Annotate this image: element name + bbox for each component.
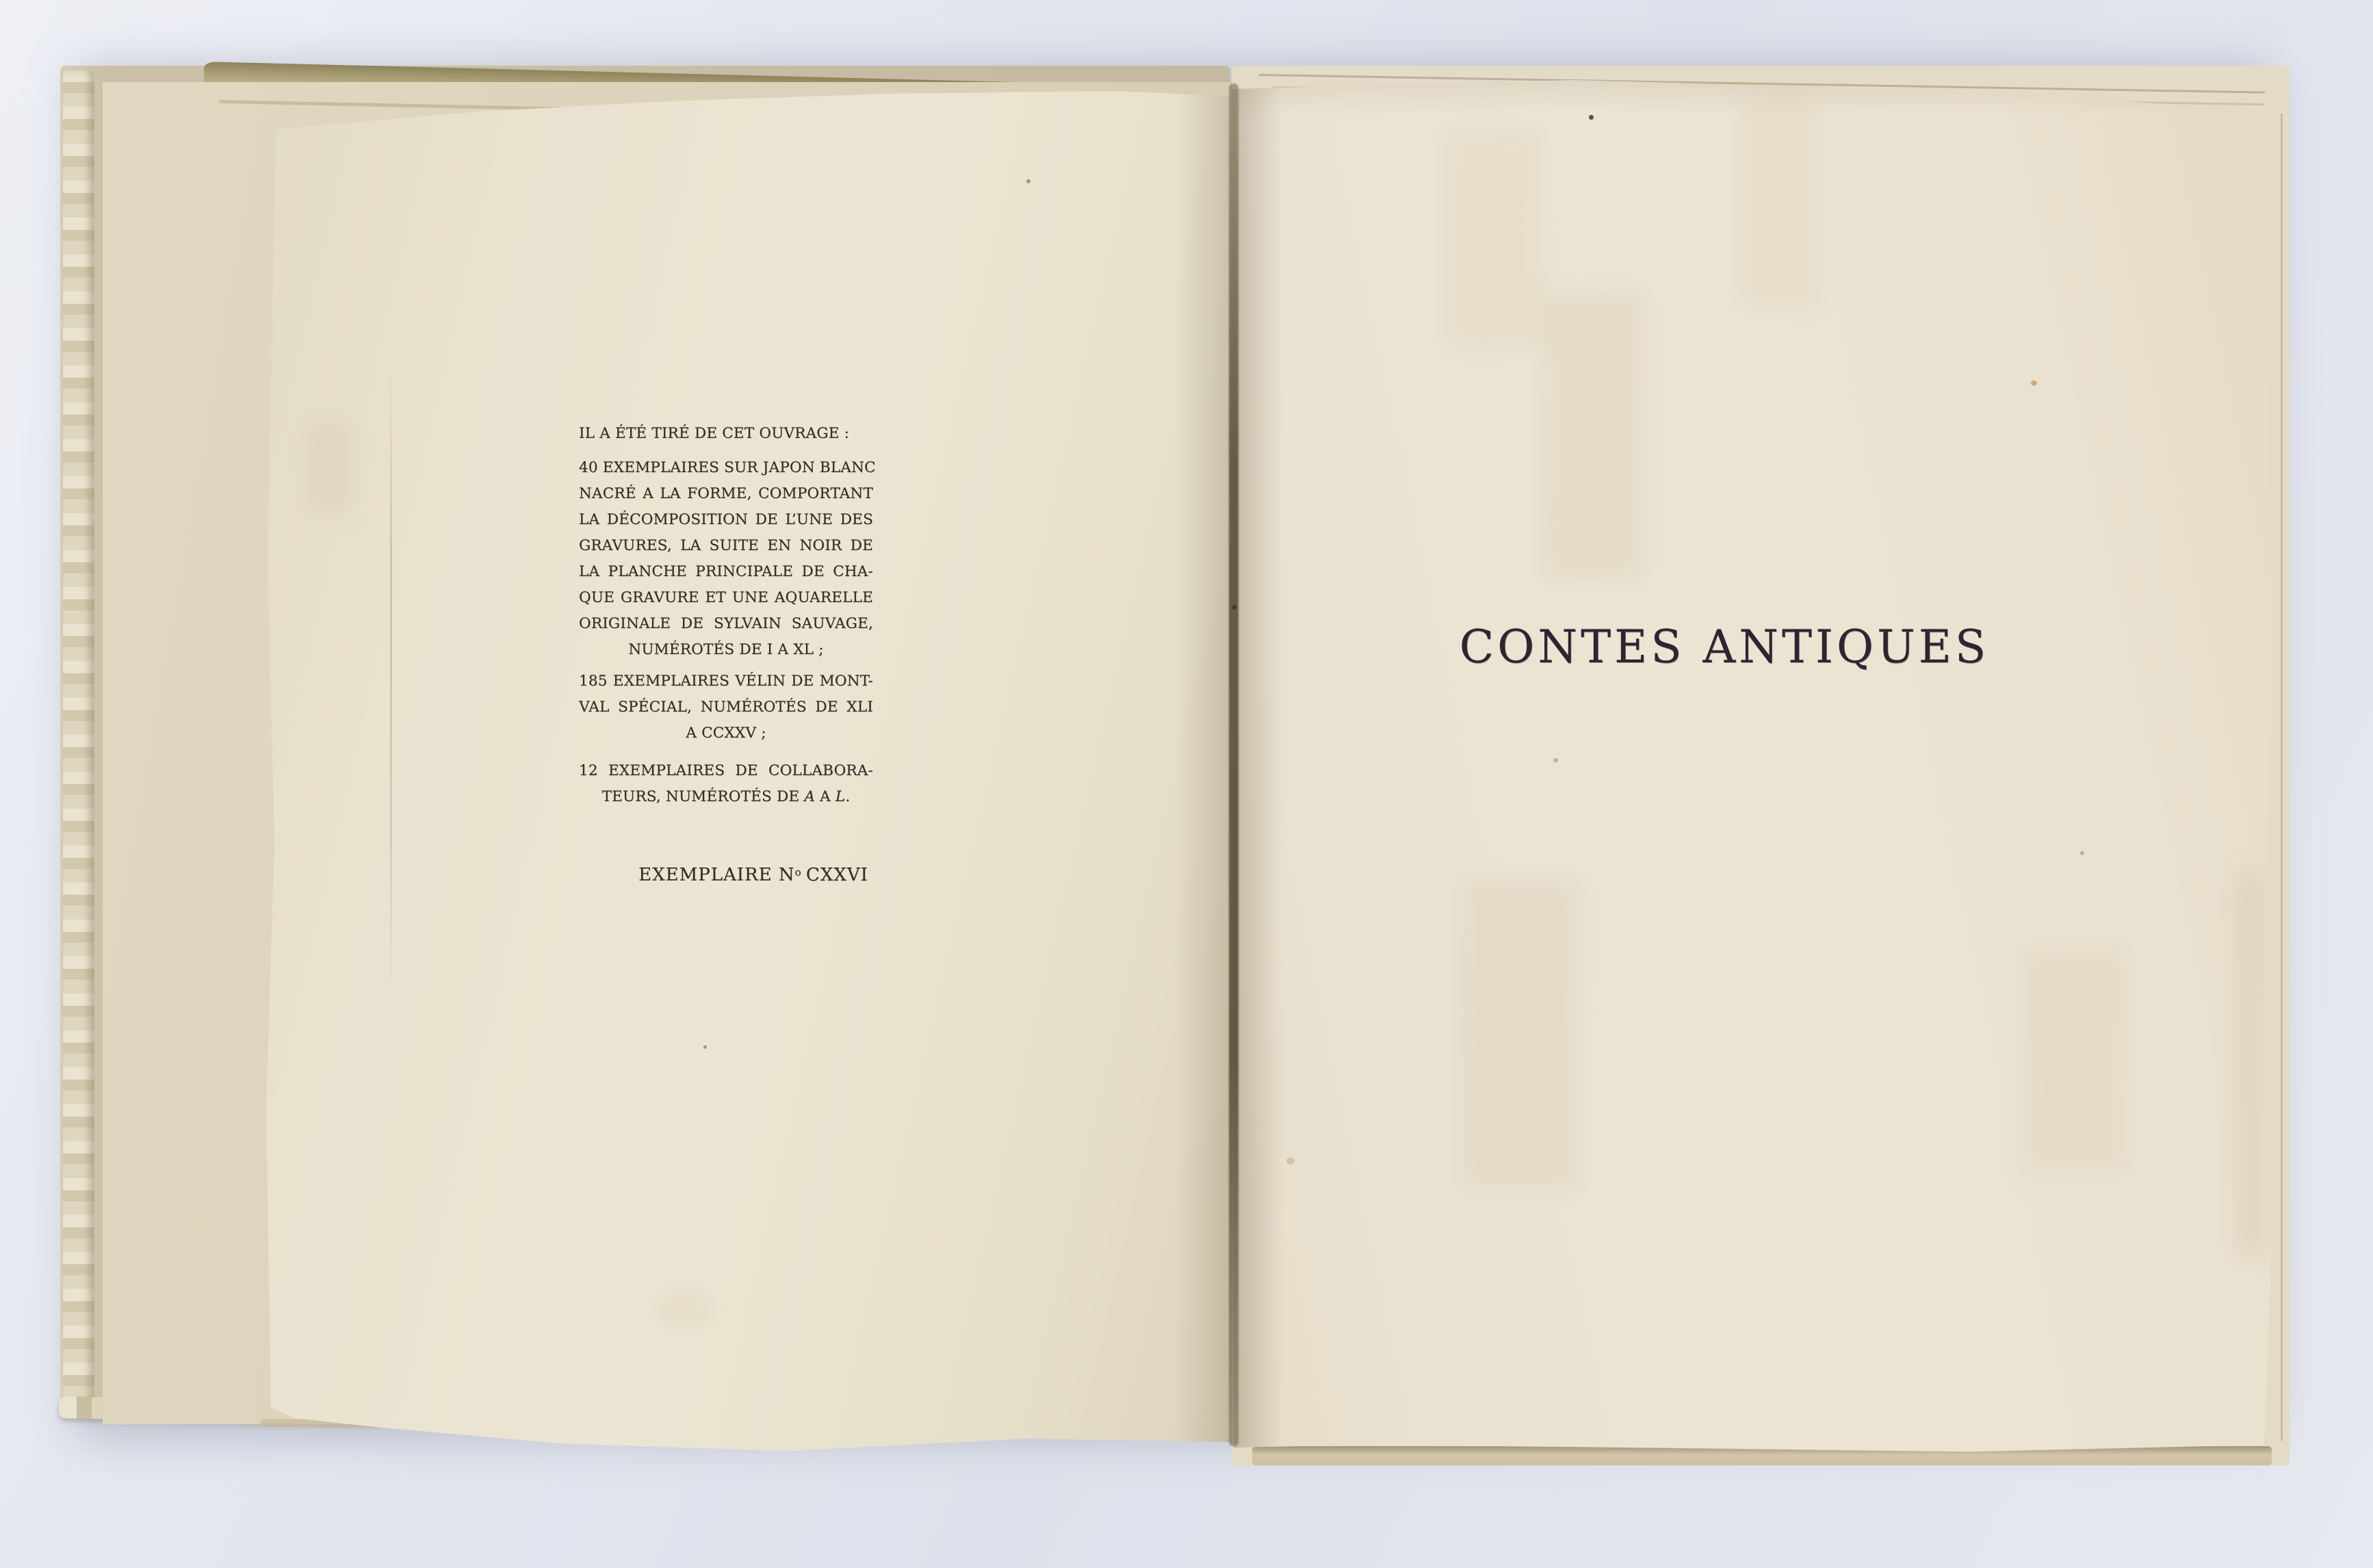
paper-stain bbox=[309, 423, 350, 512]
half-title-text: CONTES ANTIQUES bbox=[1459, 620, 1990, 673]
colophon-paragraph-3 bbox=[579, 758, 873, 810]
ghost-impression bbox=[1462, 880, 1578, 1188]
foxing-spot bbox=[1286, 1158, 1295, 1164]
page-gutter-fold bbox=[1229, 83, 1239, 1446]
foxing-spot bbox=[2080, 851, 2084, 855]
left-page-crease bbox=[390, 369, 392, 999]
ghost-impression bbox=[2235, 873, 2265, 1256]
colophon-line bbox=[579, 784, 873, 810]
right-page-half-title bbox=[1229, 74, 2276, 1463]
ghost-impression bbox=[1544, 291, 1646, 579]
foxing-spot bbox=[1026, 179, 1030, 183]
copy-number-superscript: o bbox=[794, 866, 801, 878]
colophon-line: GRAVURES, LA SUITE EN NOIR DE bbox=[579, 537, 873, 554]
ghost-impression bbox=[1448, 127, 1544, 346]
foxing-spot bbox=[1589, 115, 1594, 120]
ghost-impression bbox=[1742, 100, 1817, 305]
copy-number-label: EXEMPLAIRE N bbox=[638, 864, 795, 885]
copy-number-value: CXXVI bbox=[805, 864, 868, 885]
colophon-line: QUE GRAVURE ET UNE AQUARELLE bbox=[579, 589, 873, 606]
colophon-line-segment: A bbox=[815, 788, 835, 805]
colophon-line: 185 EXEMPLAIRES VÉLIN DE MONT- bbox=[579, 672, 873, 690]
foxing-spot bbox=[2031, 380, 2037, 386]
colophon-line-segment: TEURS, NUMÉROTÉS DE bbox=[601, 788, 805, 805]
colophon-line-segment: . bbox=[845, 788, 851, 805]
colophon-line: 12 EXEMPLAIRES DE COLLABORA- bbox=[579, 762, 873, 779]
colophon-line: 40 EXEMPLAIRES SUR JAPON BLANC bbox=[579, 459, 876, 476]
paper-stain bbox=[662, 1300, 703, 1318]
cover-fore-edge bbox=[63, 70, 94, 1405]
gutter-speck bbox=[1232, 605, 1236, 610]
copy-number-line bbox=[634, 859, 873, 888]
colophon-line: LA PLANCHE PRINCIPALE DE CHA- bbox=[579, 563, 873, 580]
colophon-line: LA DÉCOMPOSITION DE L’UNE DES bbox=[579, 511, 873, 528]
colophon-line: A CCXXV ; bbox=[686, 724, 766, 742]
italic-letter: L bbox=[835, 788, 846, 805]
page-edge-line bbox=[2281, 114, 2283, 1441]
colophon-paragraph-1 bbox=[579, 455, 876, 663]
foxing-spot bbox=[1553, 758, 1558, 763]
colophon-line: NACRÉ A LA FORME, COMPORTANT bbox=[579, 485, 873, 502]
colophon-text-block bbox=[579, 421, 876, 888]
foxing-spot bbox=[703, 1045, 707, 1049]
ghost-impression bbox=[2023, 948, 2125, 1174]
colophon-line: ORIGINALE DE SYLVAIN SAUVAGE, bbox=[579, 615, 873, 632]
italic-letter: A bbox=[804, 788, 816, 805]
colophon-line: VAL SPÉCIAL, NUMÉROTÉS DE XLI bbox=[579, 698, 873, 716]
colophon-heading: IL A ÉTÉ TIRÉ DE CET OUVRAGE : bbox=[579, 425, 850, 442]
colophon-line: NUMÉROTÉS DE I A XL ; bbox=[628, 641, 824, 658]
colophon-paragraph-2 bbox=[579, 668, 873, 746]
